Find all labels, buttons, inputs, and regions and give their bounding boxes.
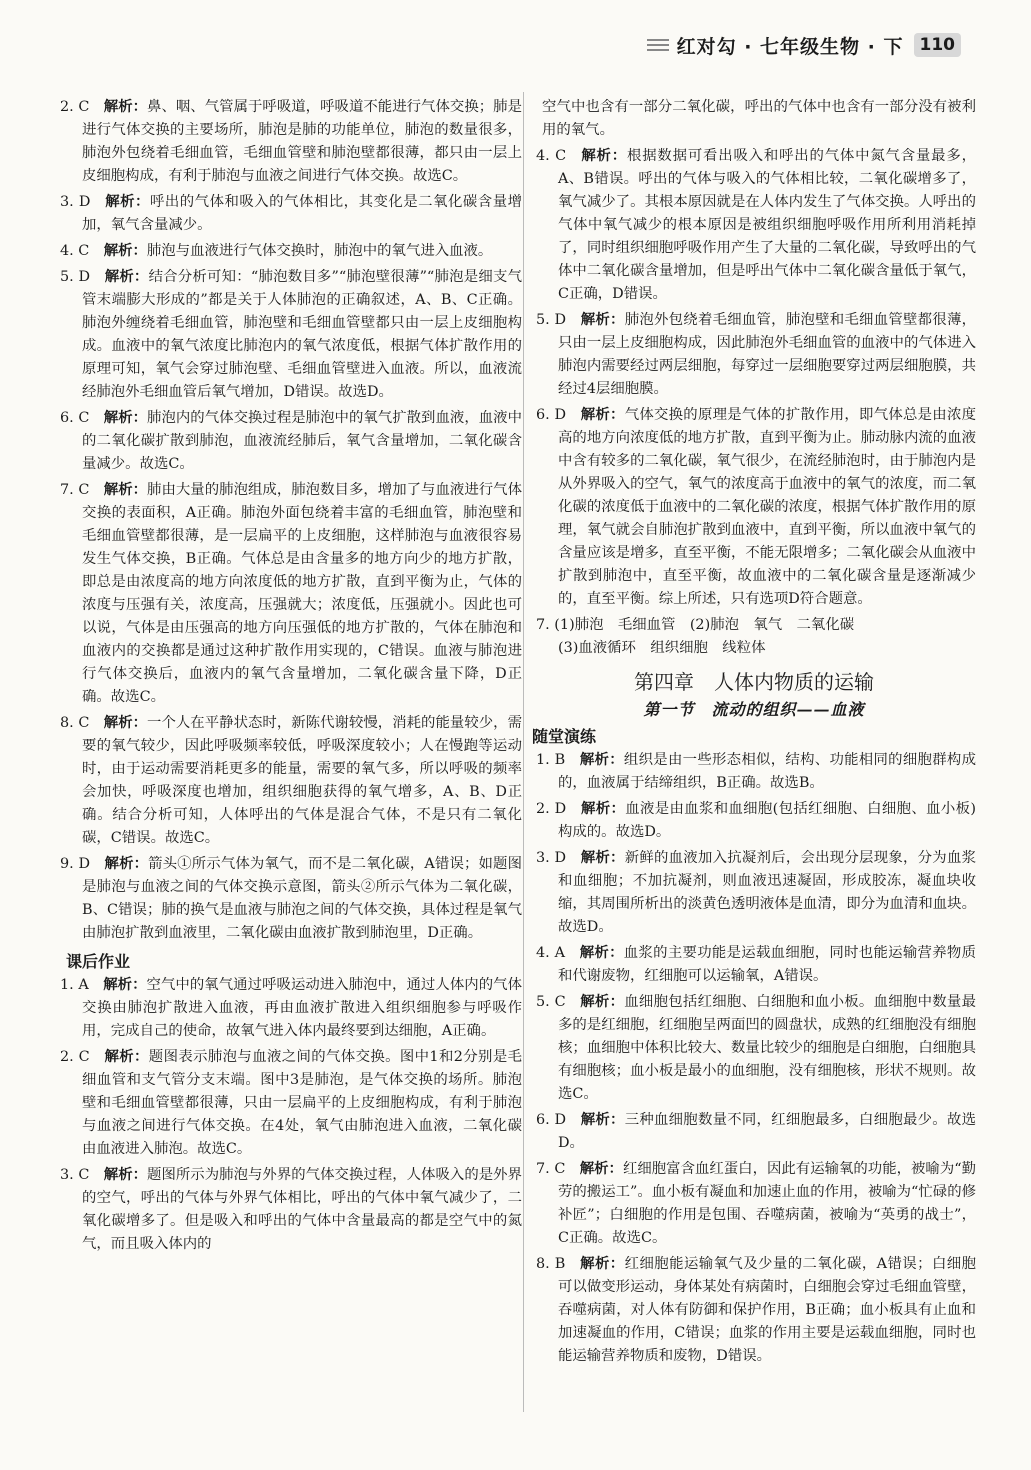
answer-item <box>56 407 522 476</box>
answer-number: 4. C <box>536 148 567 164</box>
practice-section-title: 随堂演练 <box>532 727 597 746</box>
answer-number: 2. C <box>60 1049 90 1065</box>
answer-number: 4. C <box>60 243 90 259</box>
answer-number: 3. C <box>60 1167 90 1183</box>
answer-item <box>56 191 522 237</box>
answer-number: 6. D <box>536 1112 567 1128</box>
right-answers-b <box>532 749 976 1368</box>
analysis-label: 解析： <box>580 850 625 866</box>
analysis-label: 解析： <box>580 801 626 817</box>
answer-item <box>56 1164 522 1256</box>
answer-number: 1. A <box>60 977 89 993</box>
answer-item <box>532 798 976 844</box>
answer-text: 肺泡内的气体交换过程是肺泡中的氧气扩散到血液，血液中的二氧化碳扩散到肺泡，血液流经肺后，氧气含量增加，二氧化碳含量减少。故选C。 <box>82 410 522 472</box>
answer-text: 新鲜的血液加入抗凝剂后，会出现分层现象，分为血浆和血细胞；不加抗凝剂，则血液迅速凝固，形成胶冻，凝血块收缩，其周围所析出的淡黄色透明液体是血清，即分为血清和血块。故选D。 <box>558 850 976 935</box>
analysis-label: 解析： <box>103 243 147 259</box>
answer-item <box>56 96 522 188</box>
answer-number: 3. D <box>536 850 567 866</box>
answer-text: 红细胞能运输氧气及少量的二氧化碳，A错误；白细胞可以做变形运动，身体某处有病菌时，白细胞会穿过毛细血管壁，吞噬病菌，对人体有防御和保护作用，B正确；血小板具有止血和加速凝血的作用，C错误；血浆的作用主要是运载血细胞，同时也能运输营养物质和废物，D错误。 <box>558 1256 976 1364</box>
analysis-label: 解析： <box>579 1161 623 1177</box>
analysis-label: 解析： <box>103 1167 148 1183</box>
menu-lines-icon <box>647 39 669 51</box>
answer-item <box>56 1046 522 1161</box>
answer-text: 题图表示肺泡与血液之间的气体交换。图中1和2分别是毛细血管和支气管分支末端。图中3是肺泡，是气体交换的场所。肺泡壁和毛细血管壁都很薄，只由一层扁平的上皮细胞构成，有利于肺泡与血液之间进行气体交换。在4处，氧气由肺泡进入血液，二氧化碳由血液进入肺泡。故选C。 <box>82 1049 522 1157</box>
column-divider <box>523 92 524 1412</box>
right-answers-a <box>532 145 976 611</box>
analysis-label: 解析： <box>579 752 624 768</box>
section-title: 第一节 流动的组织——血液 <box>643 700 865 719</box>
analysis-label: 解析： <box>104 1049 149 1065</box>
page-header <box>647 28 961 62</box>
analysis-label: 解析： <box>580 148 627 164</box>
answer-number: 1. B <box>536 752 566 768</box>
analysis-label: 解析： <box>103 977 147 993</box>
answer-number: 5. D <box>536 312 567 328</box>
left-answers-a <box>56 96 522 945</box>
analysis-label: 解析： <box>580 312 625 328</box>
answer-item <box>532 991 976 1106</box>
answer-number: 5. D <box>60 269 91 285</box>
answer-item <box>532 749 976 795</box>
answer-number: 8. B <box>536 1256 566 1272</box>
answer-item <box>56 974 522 1043</box>
answer-item <box>532 309 976 401</box>
answer-text: 肺泡与血液进行气体交换时，肺泡中的氧气进入血液。 <box>146 243 493 259</box>
answer-item <box>56 712 522 850</box>
answer-text: 红细胞富含血红蛋白，因此有运输氧的功能，被喻为“勤劳的搬运工”。血小板有凝血和加速止血的作用，被喻为“忙碌的修补匠”；白细胞的作用是包围、吞噬病菌，被喻为“英勇的战士”，C正确。故选C。 <box>558 1161 976 1246</box>
answer-text: 血细胞包括红细胞、白细胞和血小板。血细胞中数量最多的是红细胞，红细胞呈两面凹的圆盘状，成熟的红细胞没有细胞核；血细胞中体积比较大、数量比较少的细胞是白细胞，白细胞具有细胞核；血小板是最小的血细胞，没有细胞核，形状不规则。故选C。 <box>558 994 976 1102</box>
analysis-label: 解析： <box>103 482 148 498</box>
answer-text: 肺由大量的肺泡组成，肺泡数目多，增加了与血液进行气体交换的表面积，A正确。肺泡外面包绕着丰富的毛细血管，肺泡壁和毛细血管壁都很薄，是一层扁平的上皮细胞，这样肺泡与血液很容易发生气体交换，B正确。气体总是由含量多的地方向少的地方扩散，即总是由浓度高的地方向浓度低的地方扩散，直到平衡为止，气体的浓度与压强有关，浓度高，压强就大；浓度低，压强就小。因此也可以说，气体是由压强高的地方向压强低的地方扩散的，气体在肺泡和血液内的交换都是通过这种扩散作用实现的，C错误。血液与肺泡进行气体交换后，血液内的氧气含量增加，二氧化碳含量下降，D正确。故选C。 <box>82 482 522 705</box>
answer-number: 7. C <box>536 1161 566 1177</box>
analysis-label: 解析： <box>104 269 149 285</box>
analysis-label: 解析： <box>104 194 150 210</box>
answer-number: 7. C <box>60 482 90 498</box>
answer-item <box>532 1158 976 1250</box>
answer-item <box>56 240 522 263</box>
answer-number: 5. C <box>536 994 566 1010</box>
answer-number: 2. D <box>536 801 567 817</box>
answer-item <box>56 266 522 404</box>
answer-item <box>56 479 522 709</box>
answer-item <box>56 853 522 945</box>
answer-item <box>532 942 976 988</box>
answer-text: 一个人在平静状态时，新陈代谢较慢，消耗的能量较少，需要的氧气较少，因此呼吸频率较低，呼吸深度较小；人在慢跑等运动时，由于运动需要消耗更多的能量，需要的氧气多，所以呼吸的频率会加快，呼吸深度也增加，组织细胞获得的氧气增多，A、B、D正确。结合分析可知，人体呼出的气体是混合气体，不是只有二氧化碳，C错误。故选C。 <box>82 715 522 846</box>
answer-number: 4. A <box>536 945 565 961</box>
answer-item <box>532 404 976 611</box>
analysis-label: 解析： <box>103 715 148 731</box>
chapter-title: 第四章 人体内物质的运输 <box>634 670 874 694</box>
answer-number: 2. C <box>60 99 90 115</box>
answer-item <box>532 1109 976 1155</box>
answer-text: 箭头①所示气体为氧气，而不是二氧化碳，A错误；如题图是肺泡与血液之间的气体交换示意图，箭头②所示气体为二氧化碳，B、C错误；肺的换气是血液与肺泡之间的气体交换，具体过程是氧气由肺泡扩散到血液里，二氧化碳由血液扩散到肺泡里，D正确。 <box>82 856 522 941</box>
left-answers-b <box>56 974 522 1256</box>
page-number: 110 <box>914 33 962 57</box>
answer-7-line2: (3)血液循环 组织细胞 线粒体 <box>558 640 766 656</box>
homework-section-title: 课后作业 <box>66 952 131 971</box>
answer-text: 空气中的氧气通过呼吸运动进入肺泡中，通过人体内的气体交换由肺泡扩散进入血液，再由血液扩散进入组织细胞参与呼吸作用，完成自己的使命，故氧气进入体内最终要到达细胞，A正确。 <box>82 977 522 1039</box>
answer-text: 呼出的气体和吸入的气体相比，其变化是二氧化碳含量增加，氧气含量减少。 <box>82 194 522 233</box>
analysis-label: 解析： <box>580 1112 625 1128</box>
answer-text: 血浆的主要功能是运载血细胞，同时也能运输营养物质和代谢废物，红细胞可以运输氧，A错误。 <box>558 945 976 984</box>
left-column <box>56 96 522 1259</box>
analysis-label: 解析： <box>579 994 625 1010</box>
answer-text: 鼻、咽、气管属于呼吸道，呼吸道不能进行气体交换；肺是进行气体交换的主要场所，肺泡是肺的功能单位，肺泡的数量很多，肺泡外包绕着毛细血管，毛细血管壁和肺泡壁都很薄，都只由一层上皮细胞构成，有利于肺泡与血液之间进行气体交换。故选C。 <box>82 99 522 184</box>
answer-text: 气体交换的原理是气体的扩散作用，即气体总是由浓度高的地方向浓度低的地方扩散，直到平衡为止。肺动脉内流的血液中含有较多的二氧化碳，氧气很少，在流经肺泡时，由于肺泡内是从外界吸入的空气，氧气的浓度高于血液中的氧气的浓度，而二氧化碳的浓度低于血液中的二氧化碳的浓度，根据气体扩散作用的原理，氧气就会自肺泡扩散到血液中，直到平衡，所以血液中氧气的含量应该是增多，直至平衡，不能无限增多；二氧化碳会从血液中扩散到肺泡中，直至平衡，故血液中的二氧化碳含量是逐渐减少的，直至平衡。综上所述，只有选项D符合题意。 <box>558 407 976 607</box>
analysis-label: 解析： <box>579 1256 625 1272</box>
continuation-text: 空气中也含有一部分二氧化碳，呼出的气体中也含有一部分没有被利用的氧气。 <box>542 99 976 138</box>
answer-text: 结合分析可知：“肺泡数目多”“肺泡壁很薄”“肺泡是细支气管末端膨大形成的”都是关于人体肺泡的正确叙述，A、B、C正确。肺泡外缠绕着毛细血管，肺泡壁和毛细血管壁都只由一层上皮细胞构成。血液中的氧气浓度比肺泡内的氧气浓度低，根据气体扩散作用的原理可知，氧气会穿过肺泡壁、毛细血管壁进入血液。所以，血液流经肺泡外毛细血管后氧气增加，D错误。故选D。 <box>82 269 522 400</box>
book-title: 红对勾 · 七年级生物 · 下 <box>676 35 904 58</box>
right-column <box>532 96 976 1371</box>
answer-item <box>532 1253 976 1368</box>
analysis-label: 解析： <box>580 407 625 423</box>
analysis-label: 解析： <box>104 856 149 872</box>
answer-text: 血液是由血浆和血细胞(包括红细胞、白细胞、血小板)构成的。故选D。 <box>558 801 976 840</box>
answer-number: 3. D <box>60 194 91 210</box>
analysis-label: 解析： <box>103 99 148 115</box>
answer-text: 三种血细胞数量不同，红细胞最多，白细胞最少。故选D。 <box>558 1112 976 1151</box>
answer-item <box>532 847 976 939</box>
answer-text: 题图所示为肺泡与外界的气体交换过程，人体吸入的是外界的空气，呼出的气体与外界气体相比，呼出的气体中氧气减少了，二氧化碳增多了。但是吸入和呼出的气体中含量最高的都是空气中的氮气，而且吸入体内的 <box>82 1167 522 1252</box>
answer-text: 肺泡外包绕着毛细血管，肺泡壁和毛细血管壁都很薄，只由一层上皮细胞构成，因此肺泡外毛细血管的血液中的气体进入肺泡内需要经过两层细胞，每穿过一层细胞要穿过两层细胞膜，共经过4层细胞膜。 <box>558 312 976 397</box>
answer-number: 9. D <box>60 856 90 872</box>
answer-number: 8. C <box>60 715 90 731</box>
answer-text: 根据数据可看出吸入和呼出的气体中氮气含量最多，A、B错误。呼出的气体与吸入的气体相比较，二氧化碳增多了，氧气减少了。其根本原因就是在人体内发生了气体交换。人呼出的气体中氧气减少的根本原因是被组织细胞呼吸作用所利用消耗掉了，同时组织细胞呼吸作用产生了大量的二氧化碳，导致呼出的气体中二氧化碳含量增加，但是呼出气体中二氧化碳含量低于氧气，C正确，D错误。 <box>558 148 976 302</box>
answer-text: 组织是由一些形态相似，结构、功能相同的细胞群构成的，血液属于结缔组织，B正确。故选B。 <box>558 752 976 791</box>
answer-item <box>532 145 976 306</box>
analysis-label: 解析： <box>579 945 624 961</box>
answer-7-line1: 7. (1)肺泡 毛细血管 (2)肺泡 氧气 二氧化碳 <box>536 617 855 633</box>
answer-number: 6. C <box>60 410 90 426</box>
analysis-label: 解析： <box>103 410 148 426</box>
answer-number: 6. D <box>536 407 567 423</box>
